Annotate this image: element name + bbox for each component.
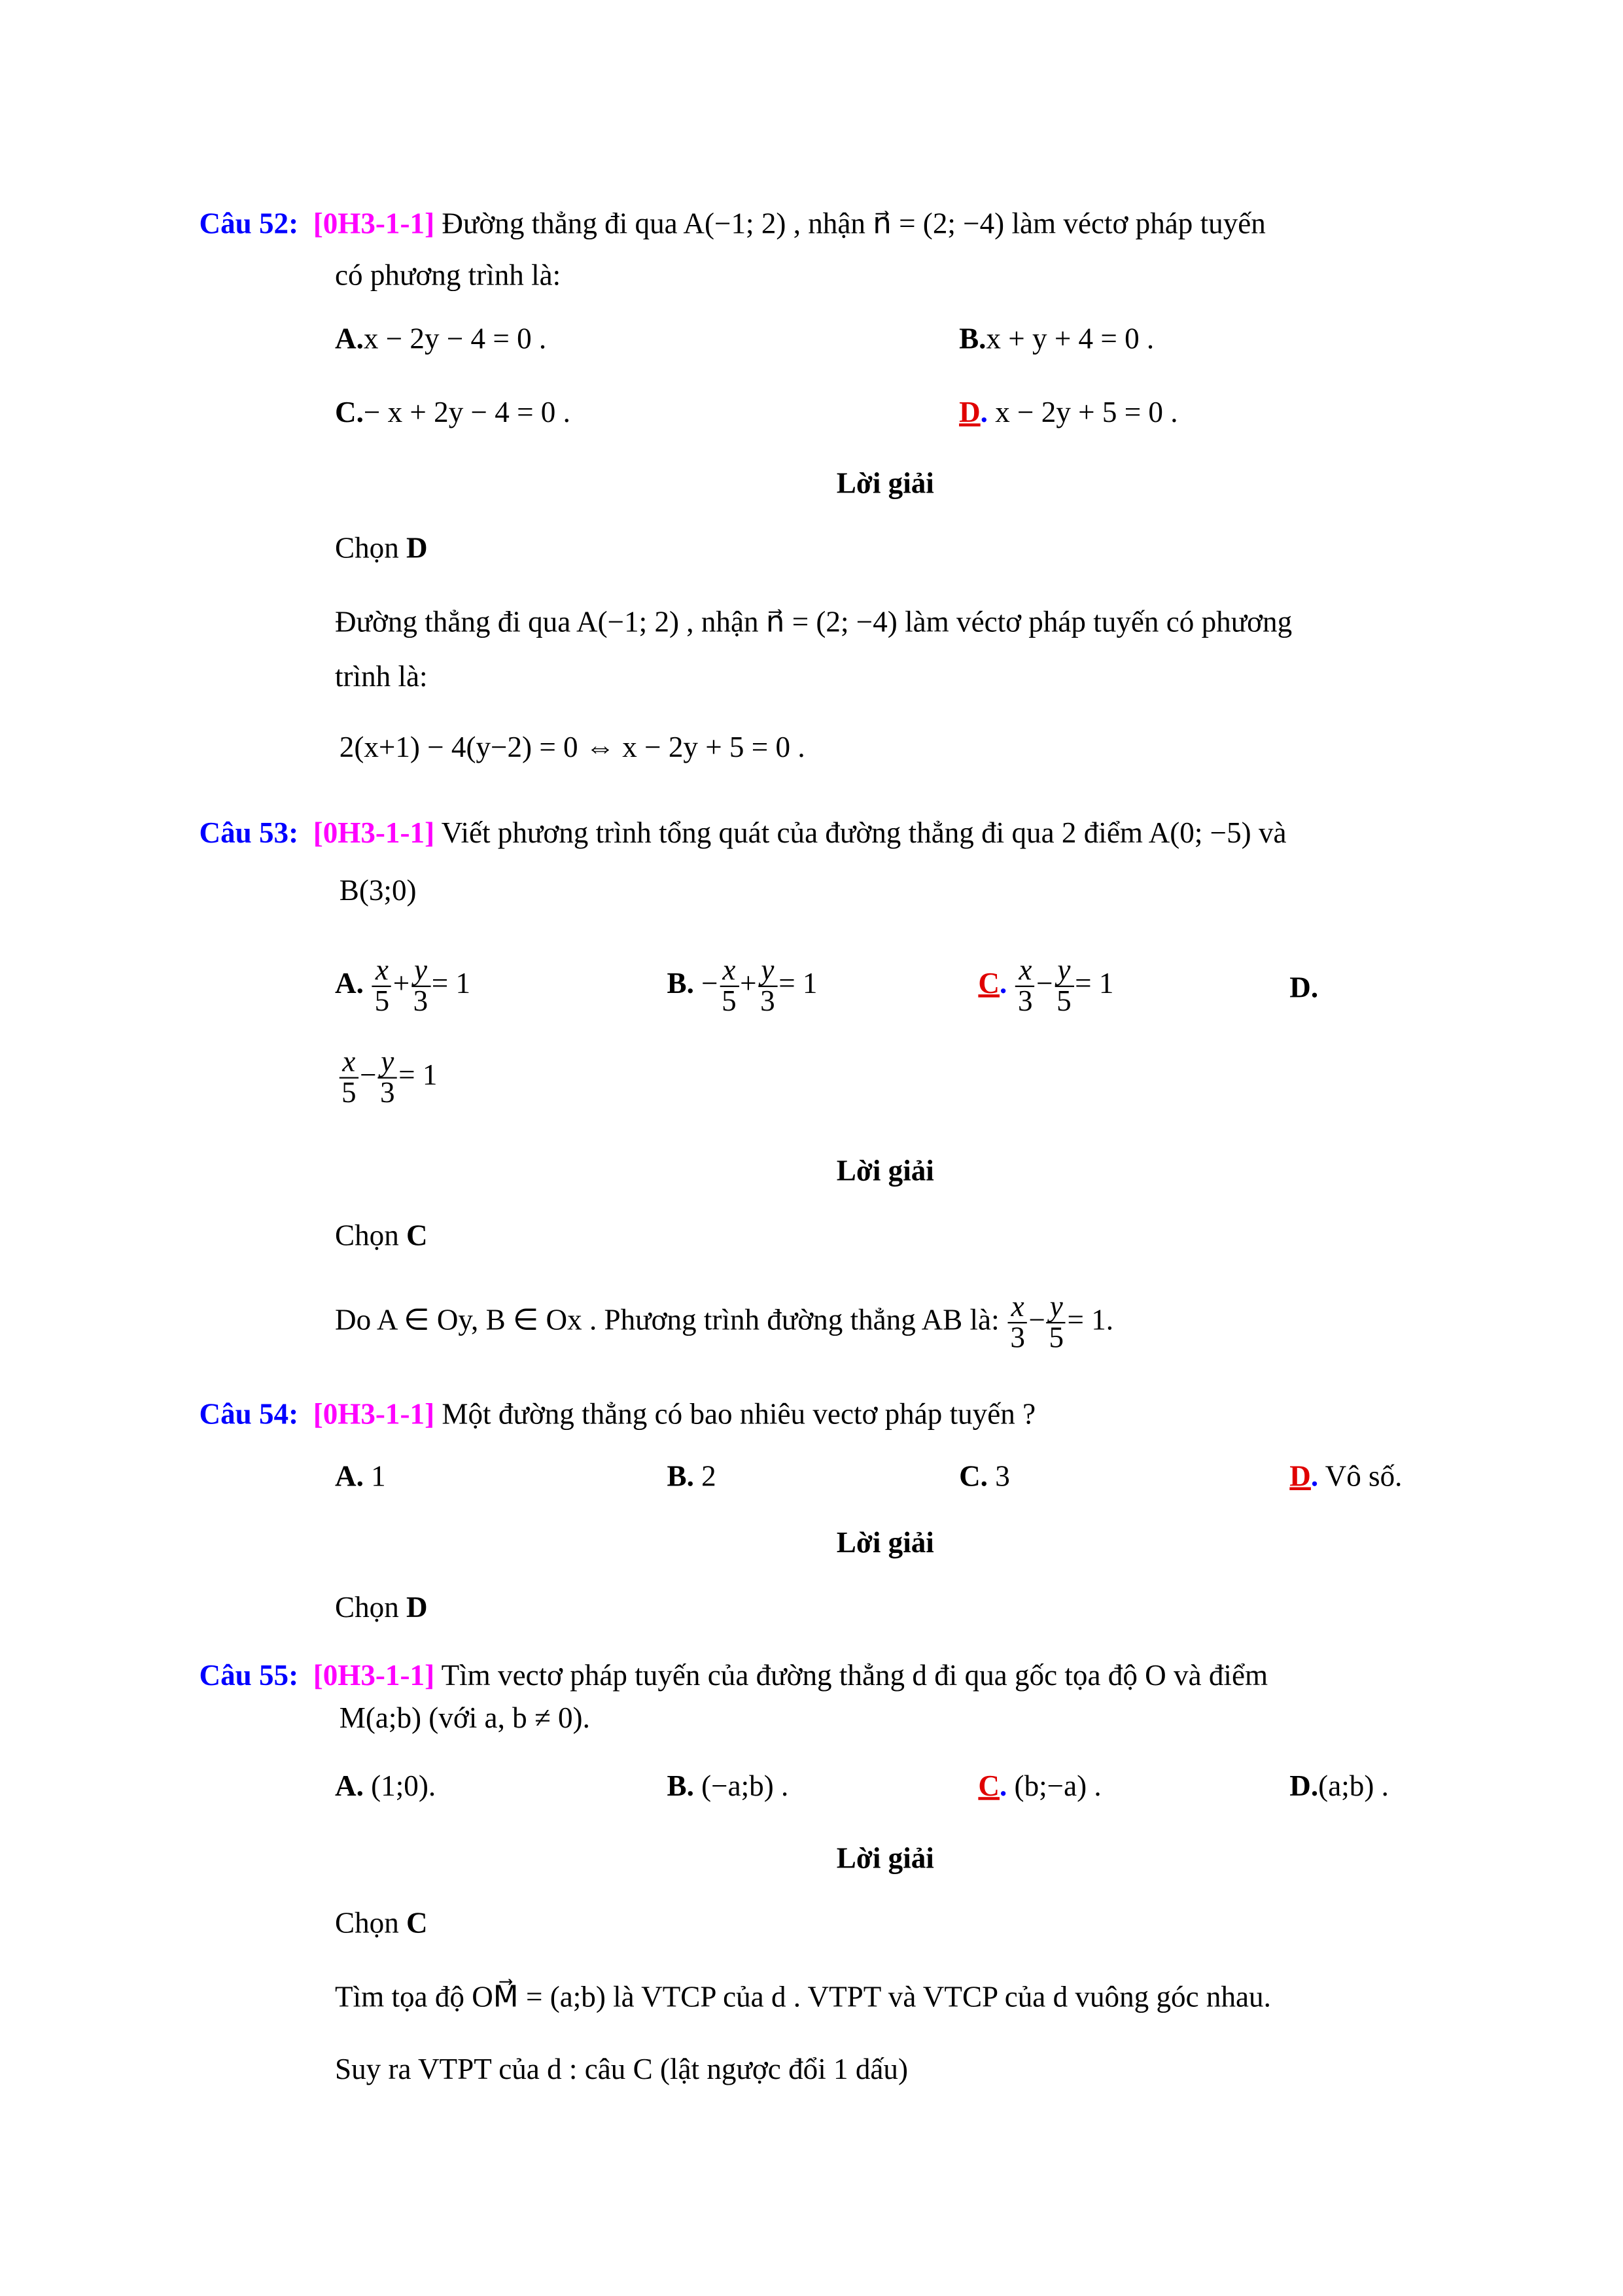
text: (b;−a) . [1014, 1770, 1102, 1803]
text: D [406, 532, 428, 565]
text: 5 [341, 1077, 357, 1110]
text: Chọn [334, 1220, 399, 1253]
question-text: Đường thẳng đi qua A(−1; 2) , nhận n⃗ = (2; −4) làm véctơ pháp tuyến [442, 208, 1266, 241]
option-d-correct: D. Vô số. [1289, 1460, 1403, 1493]
question-53-stem [199, 816, 1286, 851]
text: (−a;b) . [701, 1770, 789, 1803]
text: 5 [1049, 1321, 1064, 1355]
solution-title: Lời giải [836, 1155, 934, 1188]
text: 2 [701, 1460, 716, 1493]
option-d-key [1289, 971, 1318, 1006]
text: Chọn [334, 1907, 399, 1940]
option-b [667, 956, 817, 1017]
text: Do A ∈ Oy, B ∈ Ox . Phương trình đường thẳng AB là: [334, 1304, 1000, 1337]
question-text-cont: M(a;b) (với a, b ≠ 0). [339, 1702, 590, 1735]
chosen-answer [335, 1219, 428, 1254]
text: x + y + 4 = 0 . [986, 322, 1155, 356]
question-55-stem [199, 1658, 1268, 1694]
text: − x + 2y − 4 = 0 . [363, 396, 570, 430]
text: 3 [380, 1077, 395, 1110]
question-text-cont: B(3;0) [339, 875, 417, 908]
solution-text: Suy ra VTPT của d : câu C (lật ngược đổi 1 dấu) [334, 2053, 909, 2087]
text: Một đường thẳng có bao nhiêu vectơ pháp tuyến ? [442, 1399, 1036, 1431]
text: C. [334, 396, 364, 430]
text: x [720, 956, 739, 987]
text: 3 [1018, 985, 1033, 1018]
solution-title: Lời giải [836, 467, 934, 500]
text: x [340, 1047, 358, 1078]
solution-text [335, 1293, 1113, 1353]
text: x − 2y + 5 = 0 . [995, 396, 1178, 430]
text: Câu 54: [199, 1399, 299, 1431]
text: D. [1289, 1770, 1319, 1803]
option-d [1289, 1769, 1389, 1804]
option-c-correct: C. (b;−a) . [978, 1770, 1102, 1803]
text: 3 [995, 1460, 1010, 1493]
option-b [667, 1769, 788, 1804]
text: D. [1289, 972, 1319, 1005]
text: + [740, 967, 757, 1001]
option-a [335, 956, 470, 1017]
text: x − 2y − 4 = 0 . [363, 322, 547, 356]
text: = 1 [778, 967, 818, 1001]
option-d [338, 1046, 438, 1110]
text: = 1 [431, 967, 471, 1001]
text: x [1016, 956, 1035, 987]
text: Chọn [334, 532, 399, 565]
text: C [406, 1220, 428, 1253]
text: [0H3-1-1] [313, 1399, 435, 1431]
text: = 1 [1075, 967, 1114, 1001]
text: y [1055, 956, 1073, 987]
chosen-answer [335, 1906, 428, 1941]
text: (a;b) . [1318, 1770, 1389, 1803]
text: 5 [1056, 985, 1072, 1018]
text: − [1036, 967, 1053, 1001]
text: C [406, 1907, 428, 1940]
solution-title: Lời giải [836, 1843, 934, 1875]
text: 1 [371, 1460, 386, 1493]
text: B. [959, 322, 986, 356]
text: + [393, 967, 410, 1001]
text: x [1008, 1293, 1027, 1323]
question-52-stem [199, 207, 1265, 242]
text: D [959, 396, 981, 430]
text: y [378, 1047, 397, 1078]
text: = 1. [1067, 1304, 1114, 1337]
text: 3 [760, 985, 775, 1018]
text: − [1028, 1304, 1045, 1337]
text: 3 [413, 985, 428, 1018]
text: B. [667, 967, 694, 1001]
question-54-stem [199, 1397, 1036, 1433]
solution-title: Lời giải [836, 1527, 934, 1560]
text: Viết phương trình tổng quát của đường thẳng đi qua 2 điểm A(0; −5) và [441, 817, 1287, 850]
text: y [1047, 1293, 1066, 1323]
text: D [1289, 1460, 1311, 1493]
option-b [667, 1459, 716, 1495]
text: C [978, 967, 1000, 1001]
option-a [335, 1769, 436, 1804]
text: Câu 53: [199, 817, 299, 850]
text: Chọn [334, 1592, 399, 1625]
text: − [701, 967, 718, 1001]
question-tag: [0H3-1-1] [313, 208, 435, 241]
text: [0H3-1-1] [313, 1660, 435, 1693]
text: y [411, 956, 430, 987]
option-a [335, 1459, 386, 1495]
chosen-answer [335, 1590, 428, 1626]
text: − [360, 1059, 377, 1092]
solution-equation: 2(x+1) − 4(y−2) = 0 ⇔ x − 2y + 5 = 0 . [339, 731, 805, 765]
text: x [372, 956, 391, 987]
option-d-correct: D. x − 2y + 5 = 0 . [959, 396, 1178, 430]
text: y [758, 956, 777, 987]
text: = 1 [398, 1059, 438, 1092]
option-c [335, 395, 570, 430]
text: A. [334, 322, 364, 356]
text: Tìm vectơ pháp tuyến của đường thẳng d đi qua gốc tọa độ O và điểm [441, 1660, 1268, 1693]
text: Vô số. [1325, 1460, 1403, 1493]
solution-text: Tìm tọa độ OM⃗ = (a;b) là VTCP của d . VTPT và VTCP của d vuông góc nhau. [334, 1981, 1271, 2014]
solution-text: Đường thẳng đi qua A(−1; 2) , nhận n⃗ = (2; −4) làm véctơ pháp tuyến có phương [334, 606, 1293, 639]
text: 5 [374, 985, 390, 1018]
text: C. [959, 1460, 988, 1493]
text: B. [667, 1460, 694, 1493]
text: C [978, 1770, 1000, 1803]
chosen-answer [335, 531, 428, 566]
solution-text: trình là: [334, 661, 428, 694]
text: A. [334, 1770, 364, 1803]
question-text-cont: có phương trình là: [334, 259, 561, 292]
text: A. [334, 1460, 364, 1493]
option-b [959, 322, 1154, 357]
question-label: Câu 52: [199, 208, 299, 241]
text: Câu 55: [199, 1660, 299, 1693]
text: 5 [722, 985, 737, 1018]
option-c [959, 1459, 1010, 1495]
option-c-correct: C. $\frac{x}{3}$ − $\frac{y}{5}$ = 1 [978, 954, 1114, 1018]
text: D [406, 1592, 428, 1625]
text: [0H3-1-1] [313, 817, 435, 850]
text: B. [667, 1770, 694, 1803]
text: (1;0). [371, 1770, 436, 1803]
option-a [335, 322, 546, 357]
text: A. [334, 967, 364, 1001]
text: 3 [1010, 1321, 1025, 1355]
